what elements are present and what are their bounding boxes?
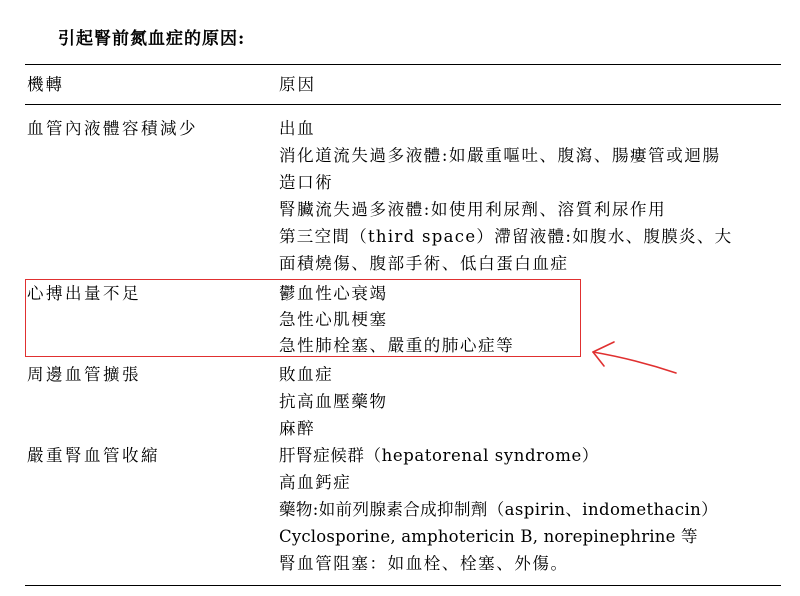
cause-item: 藥物:如前列腺素合成抑制劑（aspirin、indomethacin） — [279, 500, 719, 519]
cause-item: 抗高血壓藥物 — [279, 392, 388, 411]
cause-item: 敗血症 — [279, 365, 334, 384]
cause-item: Cyclosporine, amphotericin B, norepinephrine 等 — [279, 527, 698, 546]
cause-item: 急性肺栓塞、嚴重的肺心症等 — [279, 336, 515, 355]
table-top-rule — [25, 64, 781, 65]
cause-item: 高血鈣症 — [279, 473, 352, 492]
arrow-left-icon — [588, 340, 680, 380]
cause-item: 腎血管阻塞：如血栓、栓塞、外傷。 — [279, 554, 569, 573]
cause-item: 肝腎症候群（hepatorenal syndrome） — [279, 446, 599, 465]
mechanism-volume-depletion: 血管內液體容積減少 — [27, 119, 198, 138]
table-header-rule — [25, 104, 781, 105]
cause-item: 消化道流失過多液體:如嚴重嘔吐、腹瀉、腸瘻管或迴腸 — [279, 146, 721, 165]
cause-item: 腎臟流失過多液體:如使用利尿劑、溶質利尿作用 — [279, 200, 667, 219]
header-cause: 原因 — [279, 75, 316, 94]
mechanism-renal-vasoconstriction: 嚴重腎血管收縮 — [27, 446, 160, 465]
cause-item: 麻醉 — [279, 419, 316, 438]
cause-item: 第三空間（third space）滯留液體:如腹水、腹膜炎、大 — [279, 227, 733, 246]
page-title: 引起腎前氮血症的原因: — [58, 29, 246, 49]
mechanism-peripheral-vasodilation: 周邊血管擴張 — [27, 365, 141, 384]
cause-item: 出血 — [279, 119, 316, 138]
header-mechanism: 機轉 — [27, 75, 64, 94]
table-bottom-rule — [25, 585, 781, 586]
cause-item: 面積燒傷、腹部手術、低白蛋白血症 — [279, 254, 569, 273]
cause-item: 急性心肌梗塞 — [279, 310, 388, 329]
mechanism-low-cardiac-output: 心搏出量不足 — [27, 284, 141, 303]
cause-item: 造口術 — [279, 173, 334, 192]
highlight-box — [25, 279, 581, 357]
cause-item: 鬱血性心衰竭 — [279, 284, 388, 303]
